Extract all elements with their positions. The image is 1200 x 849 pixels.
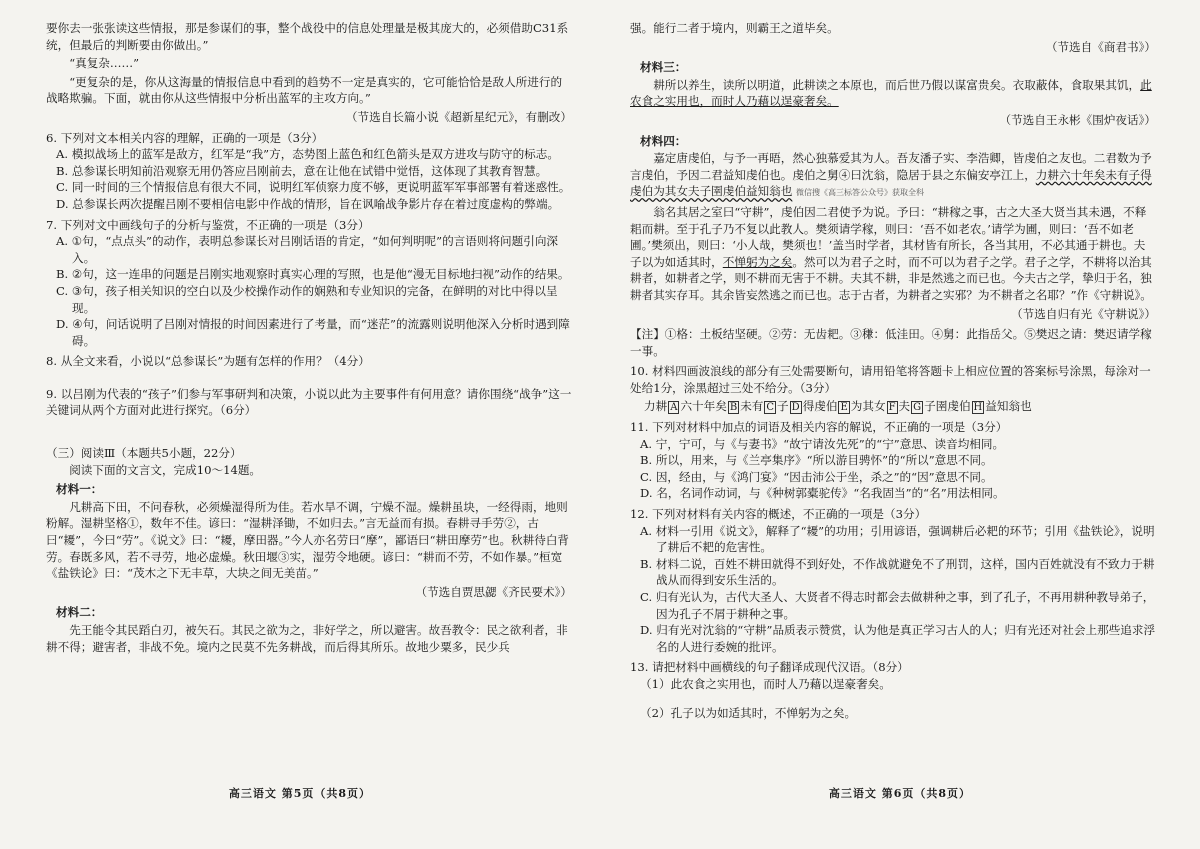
annotation-note: 【注】①格：土板结坚硬。②劳：无齿耙。③稴：低洼田。④舅：此指岳父。⑤樊迟之请：樊迟请学稼一事。 [630,327,1152,358]
material-4-text-part: 翁名其居之室曰“守耕”，虔伯因二君使予为说。予曰：“耕稼之事，古之大圣大贤当其未遇，不释耜而耕。至于孔子乃不复以此教人。樊须请学稼，则曰：‘吾不如老农。’请学为圃，则曰：‘吾不如老圃。’樊须出，则曰：‘小人哉，樊须也！’盖当时学者，其材皆有所长，各当其用，不必其通于耕也。夫子以为如适其时， [630,204,1147,269]
question-8: 8. 从全文来看，小说以“总参谋长”为题有怎样的作用？（4分） [46,354,370,369]
text-segment: 益知翁也 [985,399,1032,414]
break-box-e[interactable]: E [840,401,848,413]
material-4-text [630,150,1156,202]
question-11-option-a: A. 宁，宁可，与《与妻书》“故宁请汝先死”的“宁”意思、读音均相同。 [640,436,1005,451]
question-9: 9. 以吕刚为代表的“孩子”们参与军事研判和决策，小说以此为主要事件有何用意？请你围绕“战争”这一关键词从两个方面对此进行探究。（6分） [46,386,572,418]
material-3-text [630,77,1156,110]
text-segment: 未有 [740,399,764,414]
question-6-option-c: C. 同一时间的三个情报信息有很大不同，说明红军侦察力度不够，更说明蓝军军事部署有着迷惑性。 [56,180,571,195]
text-segment: 力耕 [644,399,668,414]
material-4-label: 材料四： [640,133,687,148]
text-segment: 子圉虔伯 [924,399,971,414]
text-segment: 子 [777,399,789,414]
question-7-option-b: B. ②句，这一连串的问题是吕刚实地观察时真实心理的写照，也是他“漫无目标地扫视”动作的结果。 [56,267,570,282]
text-segment: 为其女 [850,399,886,414]
material-4-wavy-line-text: 力耕六十年矣未有子得虔伯为其女夫子圉虔伯益知翁也 [630,167,1152,199]
question-13-stem: 13. 请把材料中画横线的句子翻译成现代汉语。（8分） [630,660,909,675]
text-segment: 得虔伯 [802,399,838,414]
right-page [600,0,1200,849]
text-segment: 六十年矣 [680,399,727,414]
material-4-text-continued [630,204,1156,304]
material-4-text-part: 嘉定唐虔伯，与予一再晤，然心独慕爱其为人。吾友潘子实、李浩卿，皆虔伯之友也。二君数为予言虔伯，予因二君益知虔伯也。虔伯之舅④曰沈翁，隐居于县之东偏安亭江上， [630,151,1152,182]
break-box-f[interactable]: F [888,401,896,413]
question-12-option-d: D. 归有光对沈翁的“守耕”品质表示赞赏，认为他是真正学习古人的人；归有光还对社会上那些追求浮名的人进行委婉的批评。 [640,623,1156,654]
break-box-h[interactable]: H [973,401,983,413]
question-12-stem: 12. 下列对材料有关内容的概述，不正确的一项是（3分） [630,507,927,522]
question-7-option-a: A. ①句，“点点头”的动作，表明总参谋长对吕刚话语的肯定，“如何判明呢”的言语则将问题引向深入。 [56,234,559,265]
question-7-option-d: D. ④句，问话说明了吕刚对情报的时间因素进行了考量，而“迷茫”的流露则说明他深入分析时遇到障碍。 [56,317,570,348]
question-6-option-b: B. 总参谋长明知前沿观察无用仍答应吕刚前去，意在让他在试错中觉悟，这体现了其教育智慧。 [56,163,548,178]
page-footer: 高三语文 第6页（共8页） [828,787,972,800]
material-1-label: 材料一： [56,482,103,497]
story-excerpt-line: 要你去一张张读这些情报，那是参谋们的事，整个战役中的信息处理量是极其庞大的，必须借助C31系统，但最后的判断要由你做出。” [46,21,569,52]
question-7-option-c: C. ③句，孩子相关知识的空白以及少校操作动作的娴熟和专业知识的完备，在鲜明的对比中得以呈现。 [56,283,558,315]
text-segment: 夫 [898,399,911,414]
break-box-c[interactable]: C [766,401,775,413]
break-box-b[interactable]: B [729,401,738,413]
section-3-title: （三）阅读Ⅲ（本题共5小题，22分） [46,446,242,461]
question-11-option-b: B. 所以，用来，与《兰亭集序》“所以游目骋怀”的“所以”意思不同。 [640,453,993,468]
question-10-break-options [644,398,1156,415]
break-box-d[interactable]: D [791,401,800,413]
question-6-stem: 6. 下列对文本相关内容的理解，正确的一项是（3分） [46,130,324,145]
material-3-label: 材料三： [640,60,687,75]
question-10-stem: 10. 材料四画波浪线的部分有三处需要断句，请用铅笔将答题卡上相应位置的答案标号涂黑，每涂对一处给1分，涂黑超过三处不给分。（3分） [630,364,1151,395]
material-1-source: （节选自贾思勰《齐民要术》） [415,584,572,599]
question-7-stem: 7. 下列对文中画线句子的分析与鉴赏，不正确的一项是（3分） [46,217,370,232]
question-11-option-d: D. 名，名词作动词，与《种树郭橐驼传》“名我固当”的“名”用法相同。 [640,486,1005,501]
material-1-text: 凡耕高下田，不问春秋，必须燥湿得所为佳。若水旱不调，宁燥不湿。燥耕虽块，一经得雨，地则粉解。湿耕坚格①，数年不佳。谚曰：“湿耕泽锄，不如归去。”言无益而有损。春耕寻手劳②，古曰“耰”，今曰“劳”。《说文》曰：“耰，摩田器。”今人亦名劳曰“摩”，鄙语曰“耕田摩劳”也。秋耕待白背劳。春既多风，若不寻劳，地必虚燥。秋田堰③实，湿劳令地硬。谚曰：“耕而不劳，不如作暴。”桓宽《盐铁论》曰：“茂木之下无丰草，大块之间无美苗。” [46,499,570,581]
section-3-instruction: 阅读下面的文言文，完成10～14题。 [69,462,262,477]
question-12-option-c: C. 归有光认为，古代大圣人、大贤者不得志时都会去做耕种之事，到了孔子，不再用耕种教导弟子，因为孔子不屑于耕种之事。 [640,590,1155,621]
break-box-a[interactable]: A [670,401,678,413]
question-13-sentence-2: （2）孔子以为如适其时，不惮躬为之矣。 [640,705,857,720]
material-2-continuation: 强。能行二者于境内，则霸王之道毕矣。 [630,21,839,35]
story-excerpt-line: “更复杂的是，你从这海量的情报信息中看到的趋势不一定是真实的，它可能恰恰是敌人所进行的战略欺骗。下面，就由你从这些情报中分析出蓝军的主攻方向。” [46,74,563,106]
question-11-stem: 11. 下列对材料中加点的词语及相关内容的解说，不正确的一项是（3分） [630,420,1008,435]
material-2-label: 材料二： [56,605,103,620]
material-4-source: （节选自归有光《守耕说》） [1011,306,1156,321]
material-3-text-part: 耕所以养生，读所以明道，此耕读之本原也，而后世乃假以谋富贵矣。衣取蔽体，食取果其饥， [653,77,1141,92]
material-4-underlined-sentence: 不惮躬为之矣 [722,254,793,269]
page-footer: 高三语文 第5页（共8页） [228,787,372,800]
material-2-source: （节选自《商君书》） [1045,39,1156,54]
source-citation: （节选自长篇小说《超新星纪元》，有删改） [345,109,572,124]
material-3-underlined-sentence: 此农食之实用也，而时人乃藉以逞豪奢矣。 [630,77,1152,109]
question-12-option-b: B. 材料二说，百姓不耕田就得不到好处，不作战就避免不了刑罚，这样，国内百姓就没有不致力于耕战从而得到安乐生活的。 [640,556,1155,588]
question-13-sentence-1: （1）此农食之实用也，而时人乃藉以逞豪奢矣。 [640,676,891,691]
material-4-text-part: 。然可以为君子之时，而不可以为君子之学。君子之学，不耕将以治其耕者，如耕者之学，则不耕而无害于不耕。夫其不耕，非是然逃之而已也。今夫古之学，挚归于名，独耕者其实存耳。其余皆妄然逃之而已也。志于古者，为耕者之实邪？为不耕者之名耶？”作《守耕说》。 [630,254,1152,302]
material-3-source: （节选自王永彬《围炉夜话》） [999,112,1156,127]
break-box-g[interactable]: G [913,401,922,413]
question-12-option-a: A. 材料一引用《说文》，解释了“耰”的功用；引用谚语，强调耕后必耙的环节；引用《盐铁论》，说明了耕后不耙的危害性。 [640,523,1155,555]
story-excerpt-line: “真复杂……” [69,56,140,71]
watermark-note: 微信搜《高三标答公众号》获取全科 [796,188,925,198]
material-2-text: 先王能令其民蹈白刃，被矢石。其民之欲为之，非好学之，所以避害。故吾教令：民之欲利者，非耕不得；避害者，非战不免。境内之民莫不先务耕战，而后得其所乐。故地少粟多，民少兵 [46,623,568,654]
question-11-option-c: C. 因，经由，与《鸿门宴》“因击沛公于坐，杀之”的“因”意思不同。 [640,469,993,484]
question-6-option-a: A. 模拟战场上的蓝军是敌方，红军是“我”方，态势图上蓝色和红色箭头是双方进攻与防守的标志。 [56,147,559,162]
question-6-option-d: D. 总参谋长两次提醒吕刚不要相信电影中作战的情形，旨在讽喻战争影片存在着过度虚构的弊端。 [56,196,560,211]
